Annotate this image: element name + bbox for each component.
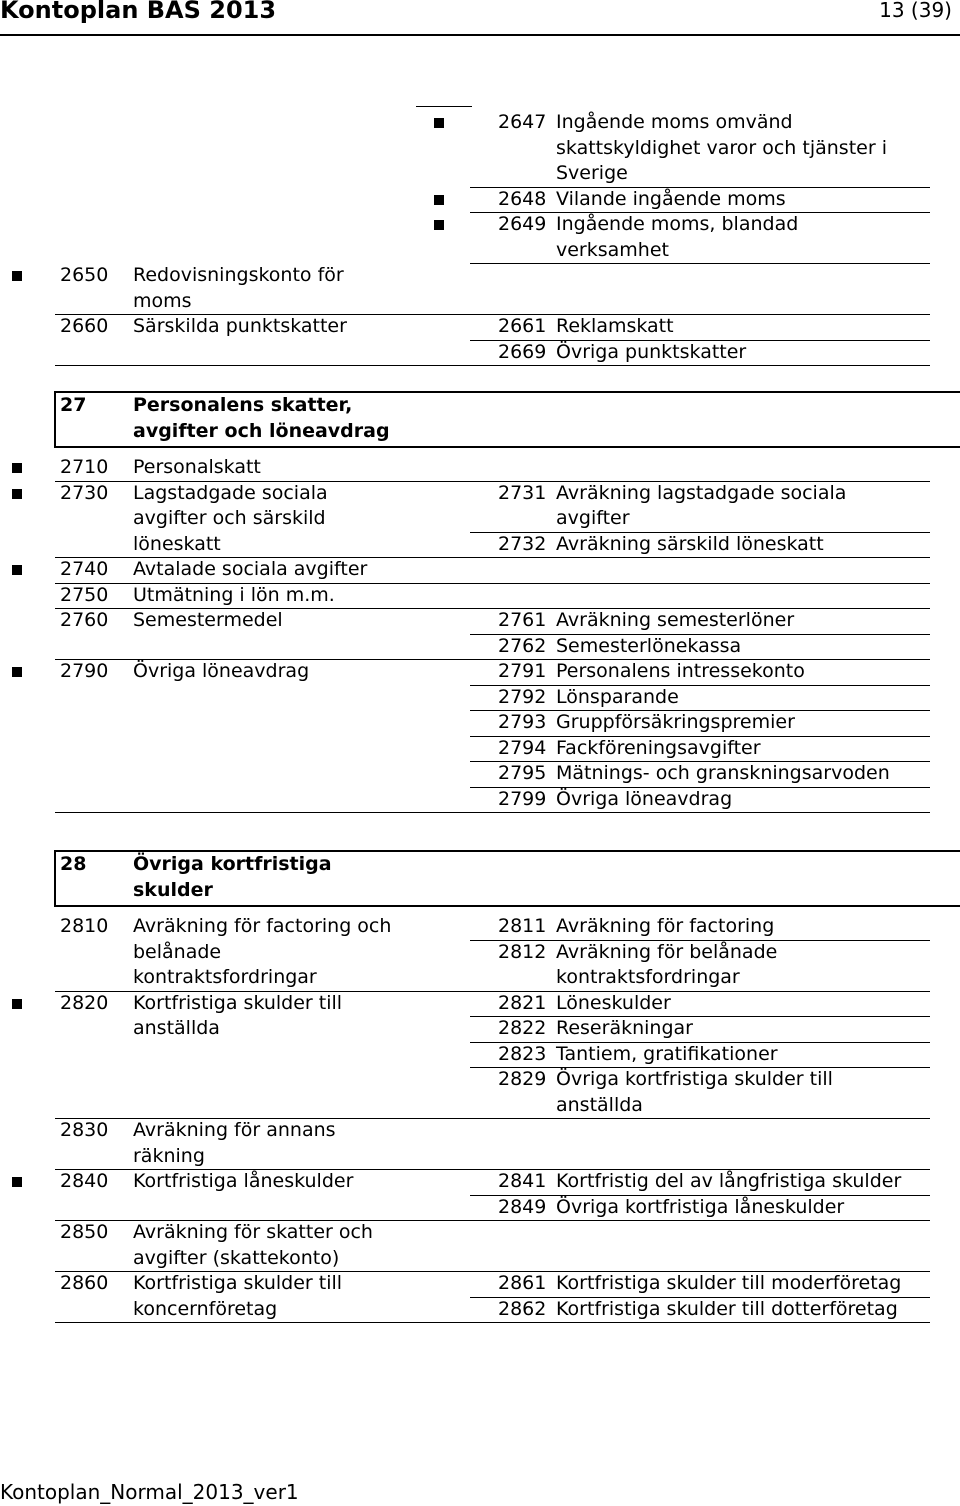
row-divider <box>55 812 930 813</box>
subaccount-number: 2822 <box>498 1017 547 1039</box>
account-name: Övriga löneavdrag <box>133 660 310 682</box>
bullet-marker-icon <box>434 195 444 205</box>
subaccount-number: 2793 <box>498 711 547 733</box>
account-number: 2850 <box>60 1221 109 1243</box>
account-number: 2660 <box>60 315 109 337</box>
subaccount-number: 2795 <box>498 762 547 784</box>
page-number: 13 (39) <box>879 0 952 22</box>
bullet-marker-icon <box>12 1177 22 1187</box>
bullet-marker-icon <box>12 565 22 575</box>
subaccount-number: 2821 <box>498 991 547 1014</box>
account-group-title: avgifter och löneavdrag <box>133 419 390 442</box>
header-divider <box>0 34 960 36</box>
document-title: Kontoplan BAS 2013 <box>0 0 277 24</box>
account-name: anställda <box>133 1017 220 1039</box>
account-name: Redovisningskonto för <box>133 264 344 286</box>
account-name: Avtalade sociala avgifter <box>133 558 368 580</box>
subaccount-number: 2794 <box>498 736 547 759</box>
subaccount-number: 2829 <box>498 1068 547 1090</box>
subaccount-number: 2791 <box>498 660 547 682</box>
subaccount-name: anställda <box>556 1093 643 1116</box>
footer-text: Kontoplan_Normal_2013_ver1 <box>0 1480 299 1504</box>
row-divider <box>470 263 930 264</box>
subaccount-name: verksamhet <box>556 238 669 261</box>
subaccount-number: 2661 <box>498 315 547 337</box>
subaccount-number: 2761 <box>498 609 547 631</box>
subaccount-number: 2648 <box>498 187 547 210</box>
subaccount-number: 2647 <box>498 111 547 133</box>
subaccount-name: Ingående moms omvänd <box>556 111 793 133</box>
row-divider <box>55 1322 930 1323</box>
account-name: räkning <box>133 1144 205 1167</box>
subaccount-name: Vilande ingående moms <box>556 187 786 210</box>
subaccount-name: Övriga punktskatter <box>556 340 747 363</box>
account-number: 2750 <box>60 583 109 606</box>
account-name: moms <box>133 289 192 312</box>
account-number: 2710 <box>60 456 109 478</box>
subaccount-number: 2799 <box>498 787 547 810</box>
account-name: belånade <box>133 940 222 963</box>
bullet-marker-icon <box>12 667 22 677</box>
account-group-title: Personalens skatter, <box>133 394 353 416</box>
row-divider <box>55 365 930 366</box>
subaccount-number: 2861 <box>498 1272 547 1294</box>
subaccount-number: 2732 <box>498 532 547 555</box>
subaccount-name: Avräkning särskild löneskatt <box>556 532 824 555</box>
subaccount-name: Löneskulder <box>556 991 671 1014</box>
account-name: löneskatt <box>133 532 221 555</box>
account-name: Lagstadgade sociala <box>133 481 328 504</box>
account-group-number: 28 <box>60 853 87 875</box>
account-number: 2730 <box>60 481 109 504</box>
subaccount-number: 2811 <box>498 915 547 937</box>
account-number: 2740 <box>60 558 109 580</box>
subaccount-name: Tantiem, gratifikationer <box>556 1042 778 1065</box>
subaccount-number: 2762 <box>498 634 547 657</box>
subaccount-name: Sverige <box>556 162 628 184</box>
account-name: Avräkning för skatter och <box>133 1221 373 1243</box>
subaccount-name: Övriga kortfristiga skulder till <box>556 1068 833 1090</box>
subaccount-name: Ingående moms, blandad <box>556 213 799 235</box>
account-group-title: Övriga kortfristiga <box>133 853 332 875</box>
subaccount-name: Avräkning lagstadgade sociala <box>556 481 847 504</box>
account-group-number: 27 <box>60 394 87 416</box>
subaccount-number: 2669 <box>498 340 547 363</box>
account-group-title: skulder <box>133 878 213 901</box>
bullet-marker-icon <box>12 999 22 1009</box>
subaccount-name: skattskyldighet varor och tjänster i <box>556 136 887 159</box>
subaccount-name: Kortfristiga skulder till moderföretag <box>556 1272 902 1294</box>
account-name: avgifter och särskild <box>133 507 326 529</box>
account-name: Särskilda punktskatter <box>133 315 347 337</box>
subaccount-name: Övriga löneavdrag <box>556 787 733 810</box>
subaccount-name: Reklamskatt <box>556 315 674 337</box>
subaccount-name: Avräkning för factoring <box>556 915 775 937</box>
subaccount-name: Personalens intressekonto <box>556 660 805 682</box>
subaccount-name: Avräkning för belånade <box>556 940 778 963</box>
account-number: 2860 <box>60 1272 109 1294</box>
account-number: 2810 <box>60 915 109 937</box>
account-number: 2840 <box>60 1170 109 1192</box>
account-name: Semestermedel <box>133 609 283 631</box>
subaccount-name: Gruppförsäkringspremier <box>556 711 795 733</box>
subaccount-name: Mätnings- och granskningsarvoden <box>556 762 890 784</box>
subaccount-number: 2823 <box>498 1042 547 1065</box>
bullet-marker-icon <box>12 489 22 499</box>
account-name: Kortfristiga låneskulder <box>133 1170 354 1192</box>
subaccount-number: 2812 <box>498 940 547 963</box>
subaccount-number: 2841 <box>498 1170 547 1192</box>
account-number: 2830 <box>60 1119 109 1141</box>
account-name: kontraktsfordringar <box>133 966 317 988</box>
account-name: Avräkning för factoring och <box>133 915 392 937</box>
subaccount-number: 2649 <box>498 213 547 235</box>
account-name: avgifter (skattekonto) <box>133 1246 340 1269</box>
subaccount-number: 2849 <box>498 1195 547 1218</box>
bullet-marker-icon <box>434 118 444 128</box>
subaccount-number: 2731 <box>498 481 547 504</box>
subaccount-name: Semesterlönekassa <box>556 634 742 657</box>
account-name: Personalskatt <box>133 456 261 478</box>
top-marker-line <box>416 106 472 107</box>
subaccount-name: Reseräkningar <box>556 1017 693 1039</box>
account-number: 2820 <box>60 991 109 1014</box>
bullet-marker-icon <box>12 463 22 473</box>
subaccount-name: Kortfristig del av långfristiga skulder <box>556 1170 902 1192</box>
account-name: koncernföretag <box>133 1297 278 1320</box>
account-number: 2760 <box>60 609 109 631</box>
subaccount-name: kontraktsfordringar <box>556 966 740 988</box>
subaccount-name: Avräkning semesterlöner <box>556 609 795 631</box>
account-number: 2790 <box>60 660 109 682</box>
subaccount-name: Fackföreningsavgifter <box>556 736 761 759</box>
subaccount-number: 2862 <box>498 1297 547 1320</box>
bullet-marker-icon <box>12 271 22 281</box>
bullet-marker-icon <box>434 220 444 230</box>
account-name: Kortfristiga skulder till <box>133 991 343 1014</box>
account-number: 2650 <box>60 264 109 286</box>
account-name: Kortfristiga skulder till <box>133 1272 343 1294</box>
subaccount-name: Kortfristiga skulder till dotterföretag <box>556 1297 898 1320</box>
subaccount-name: avgifter <box>556 507 630 529</box>
subaccount-name: Lönsparande <box>556 685 679 708</box>
subaccount-name: Övriga kortfristiga låneskulder <box>556 1195 845 1218</box>
subaccount-number: 2792 <box>498 685 547 708</box>
account-name: Utmätning i lön m.m. <box>133 583 335 606</box>
account-name: Avräkning för annans <box>133 1119 336 1141</box>
